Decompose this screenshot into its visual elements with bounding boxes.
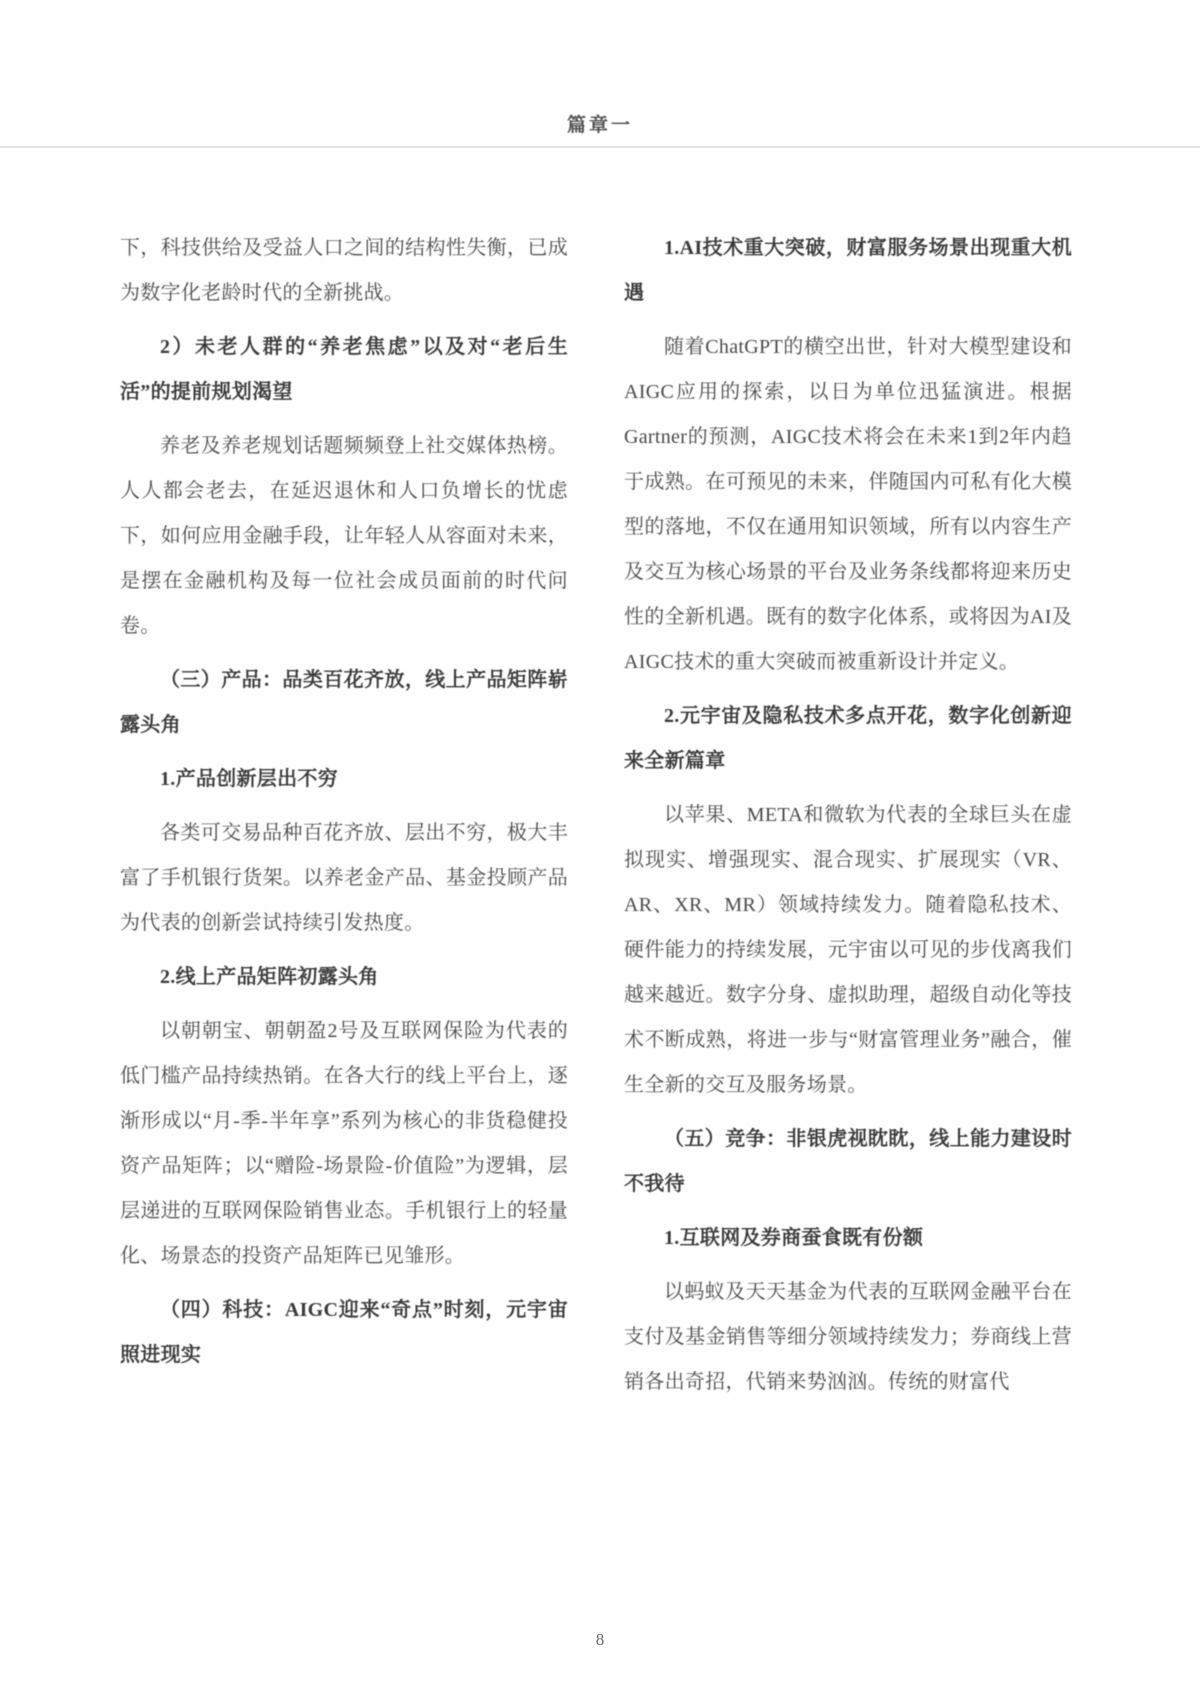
paragraph: 随着ChatGPT的横空出世，针对大模型建设和AIGC应用的探索，以日为单位迅猛演进。根据Gartner的预测，AIGC技术将会在未来1到2年内趋于成熟。在可预见的未来，伴随国内可私有化大模型的落地，不仅在通用知识领域，所有以内容生产及交互为核心场景的平台及业务条线都将迎来历史性的全新机遇。既有的数字化体系，或将因为AI及AIGC技术的重大突破而被重新设计并定义。 (624, 336, 1073, 673)
section-heading: （四）科技：AIGC迎来“奇点”时刻，元宇宙照进现实 (120, 1299, 568, 1366)
paragraph: 养老及养老规划话题频频登上社交媒体热榜。人人都会老去，在延迟退休和人口负增长的忧虑下，如何应用金融手段，让年轻人从容面对未来，是摆在金融机构及每一位社会成员面前的时代问卷。 (120, 435, 568, 637)
header-rule (0, 146, 1200, 148)
section-heading: 1.产品创新层出不穷 (160, 768, 338, 790)
section-heading: 2.元宇宙及隐私技术多点开花，数字化创新迎来全新篇章 (624, 705, 1072, 772)
paragraph: 以苹果、META和微软为代表的全球巨头在虚拟现实、增强现实、混合现实、扩展现实（VR、AR、XR、MR）领域持续发力。随着隐私技术、硬件能力的持续发展，元宇宙以可见的步伐离我们越来越近。数字分身、虚拟助理，超级自动化等技术不断成熟，将进一步与“财富管理业务”融合，催生全新的交互及服务场景。 (624, 804, 1072, 1096)
two-column-content (120, 226, 1072, 1414)
paragraph: 以朝朝宝、朝朝盈2号及互联网保险为代表的低门槛产品持续热销。在各大行的线上平台上，逐渐形成以“月-季-半年享”系列为核心的非货稳健投资产品矩阵；以“赠险-场景险-价值险”为逻辑，层层递进的互联网保险销售业态。手机银行上的轻量化、场景态的投资产品矩阵已见雏形。 (120, 1020, 568, 1267)
section-heading: 2.线上产品矩阵初露头角 (160, 966, 379, 988)
page-header-title: 篇章一 (566, 115, 633, 136)
section-heading: 2）未老人群的“养老焦虑”以及对“老后生活”的提前规划渴望 (120, 336, 568, 403)
section-heading: （五）竞争：非银虎视眈眈，线上能力建设时不我待 (624, 1128, 1072, 1195)
paragraph: 以蚂蚁及天天基金为代表的互联网金融平台在支付及基金销售等细分领域持续发力；券商线上营销各出奇招，代销来势汹汹。传统的财富代 (624, 1281, 1072, 1393)
right-column (624, 226, 1072, 1414)
section-heading: 1.互联网及券商蚕食既有份额 (664, 1227, 924, 1249)
left-column (120, 226, 568, 1414)
paragraph: 各类可交易品种百花齐放、层出不穷，极大丰富了手机银行货架。以养老金产品、基金投顾产品为代表的创新尝试持续引发热度。 (120, 822, 568, 934)
section-heading: （三）产品：品类百花齐放，线上产品矩阵崭露头角 (120, 669, 568, 736)
section-heading: 1.AI技术重大突破，财富服务场景出现重大机遇 (624, 237, 1072, 304)
page-number: 8 (595, 1630, 605, 1649)
paragraph: 下，科技供给及受益人口之间的结构性失衡，已成为数字化老龄时代的全新挑战。 (120, 237, 568, 304)
